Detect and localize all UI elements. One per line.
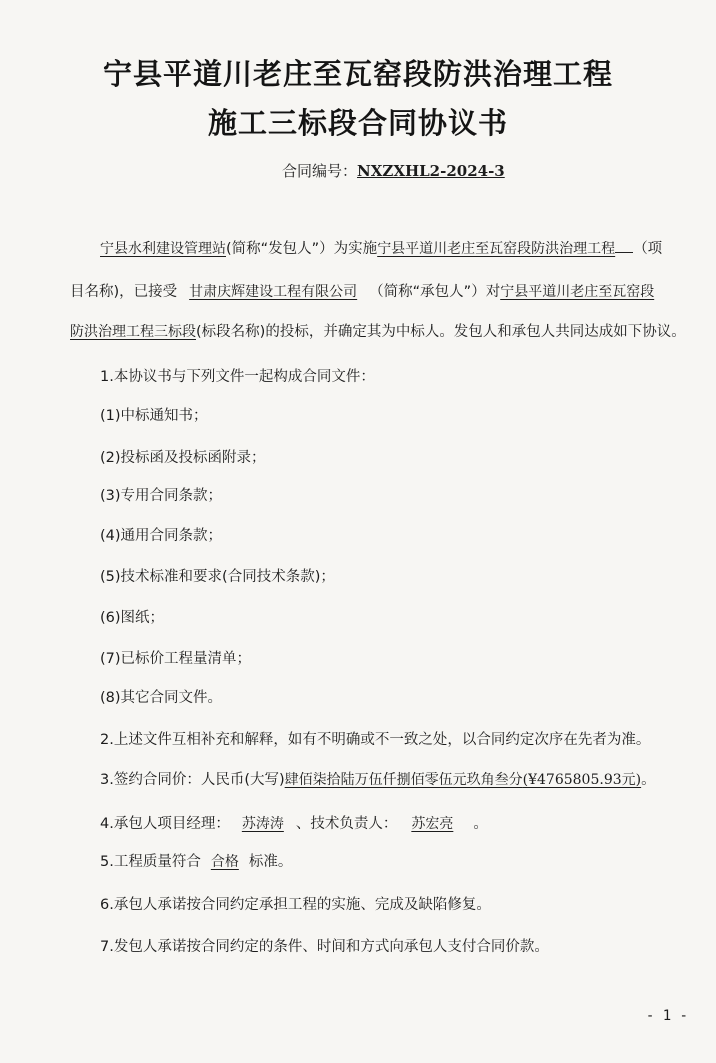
intro-text-1: (简称“发包人”）为实施 xyxy=(226,241,378,257)
contract-number-label: 合同编号： xyxy=(282,162,358,180)
project-manager: 苏涛涛 xyxy=(241,816,284,832)
clause-1-item-5: (5)技术标准和要求(合同技术条款)； xyxy=(100,569,335,585)
clause-5-label: 5.工程质量符合 xyxy=(100,854,201,870)
clause-5-end: 标准。 xyxy=(248,854,293,870)
section-name-b: 防洪治理工程三标段 xyxy=(70,324,196,340)
clause-1: 1.本协议书与下列文件一起构成合同文件： xyxy=(100,369,375,385)
quality-standard: 合格 xyxy=(210,854,239,870)
contractor-name: 甘肃庆辉建设工程有限公司 xyxy=(189,284,358,300)
clause-1-item-4: (4)通用合同条款； xyxy=(100,528,223,544)
clause-1-item-1: (1)中标通知书； xyxy=(100,408,208,424)
contract-number-value: NXZXHL2-2024-3 xyxy=(357,162,505,180)
clause-1-item-7: (7)已标价工程量清单； xyxy=(100,651,252,667)
project-name: 宁县平道川老庄至瓦窑段防洪治理工程 xyxy=(377,241,616,257)
contract-number xyxy=(282,160,505,181)
clause-3-label: 3.签约合同价：人民币(大写) xyxy=(100,772,285,788)
clause-4-mid: 、技术负责人： xyxy=(295,816,398,832)
intro-line1 xyxy=(100,238,662,259)
clause-6: 6.承包人承诺按合同约定承担工程的实施、完成及缺陷修复。 xyxy=(100,897,491,913)
clause-1-item-8: (8)其它合同文件。 xyxy=(100,690,223,706)
document-title-line1: 宁县平道川老庄至瓦窑段防洪治理工程 xyxy=(102,57,613,91)
section-name-a: 宁县平道川老庄至瓦窑段 xyxy=(500,284,655,300)
clause-3 xyxy=(100,770,656,790)
clause-1-item-3: (3)专用合同条款； xyxy=(100,488,223,504)
contract-amount-words: 肆佰柒拾陆万伍仟捌佰零伍元玖角叁分 xyxy=(284,772,523,788)
intro-line3 xyxy=(70,322,686,342)
page-number: - 1 - xyxy=(645,1008,688,1024)
intro-text-2: （项 xyxy=(633,241,663,257)
document-title-line2: 施工三标段合同协议书 xyxy=(207,106,508,140)
intro-line2 xyxy=(70,282,654,302)
clause-4 xyxy=(100,814,488,834)
intro-text-3: 目名称)，已接受 xyxy=(70,284,178,300)
employer-name: 宁县水利建设管理站 xyxy=(100,241,226,257)
bleed-through-shadow xyxy=(250,400,354,437)
clause-4-label: 4.承包人项目经理： xyxy=(100,816,230,832)
clause-4-end: 。 xyxy=(473,816,488,832)
clause-2: 2.上述文件互相补充和解释，如有不明确或不一致之处，以合同约定次序在先者为准。 xyxy=(100,732,651,748)
clause-3-end: 。 xyxy=(641,772,656,788)
clause-5 xyxy=(100,852,292,872)
clause-1-item-6: (6)图纸； xyxy=(100,610,165,626)
clause-1-item-2: (2)投标函及投标函附录； xyxy=(100,450,266,466)
clause-7: 7.发包人承诺按合同约定的条件、时间和方式向承包人支付合同价款。 xyxy=(100,939,549,955)
intro-text-4: （简称“承包人”）对 xyxy=(369,284,501,300)
intro-text-5: (标段名称)的投标，并确定其为中标人。发包人和承包人共同达成如下协议。 xyxy=(196,324,686,340)
contract-amount-figure: (¥4765805.93元) xyxy=(522,772,642,788)
technical-lead: 苏宏亮 xyxy=(411,816,454,832)
